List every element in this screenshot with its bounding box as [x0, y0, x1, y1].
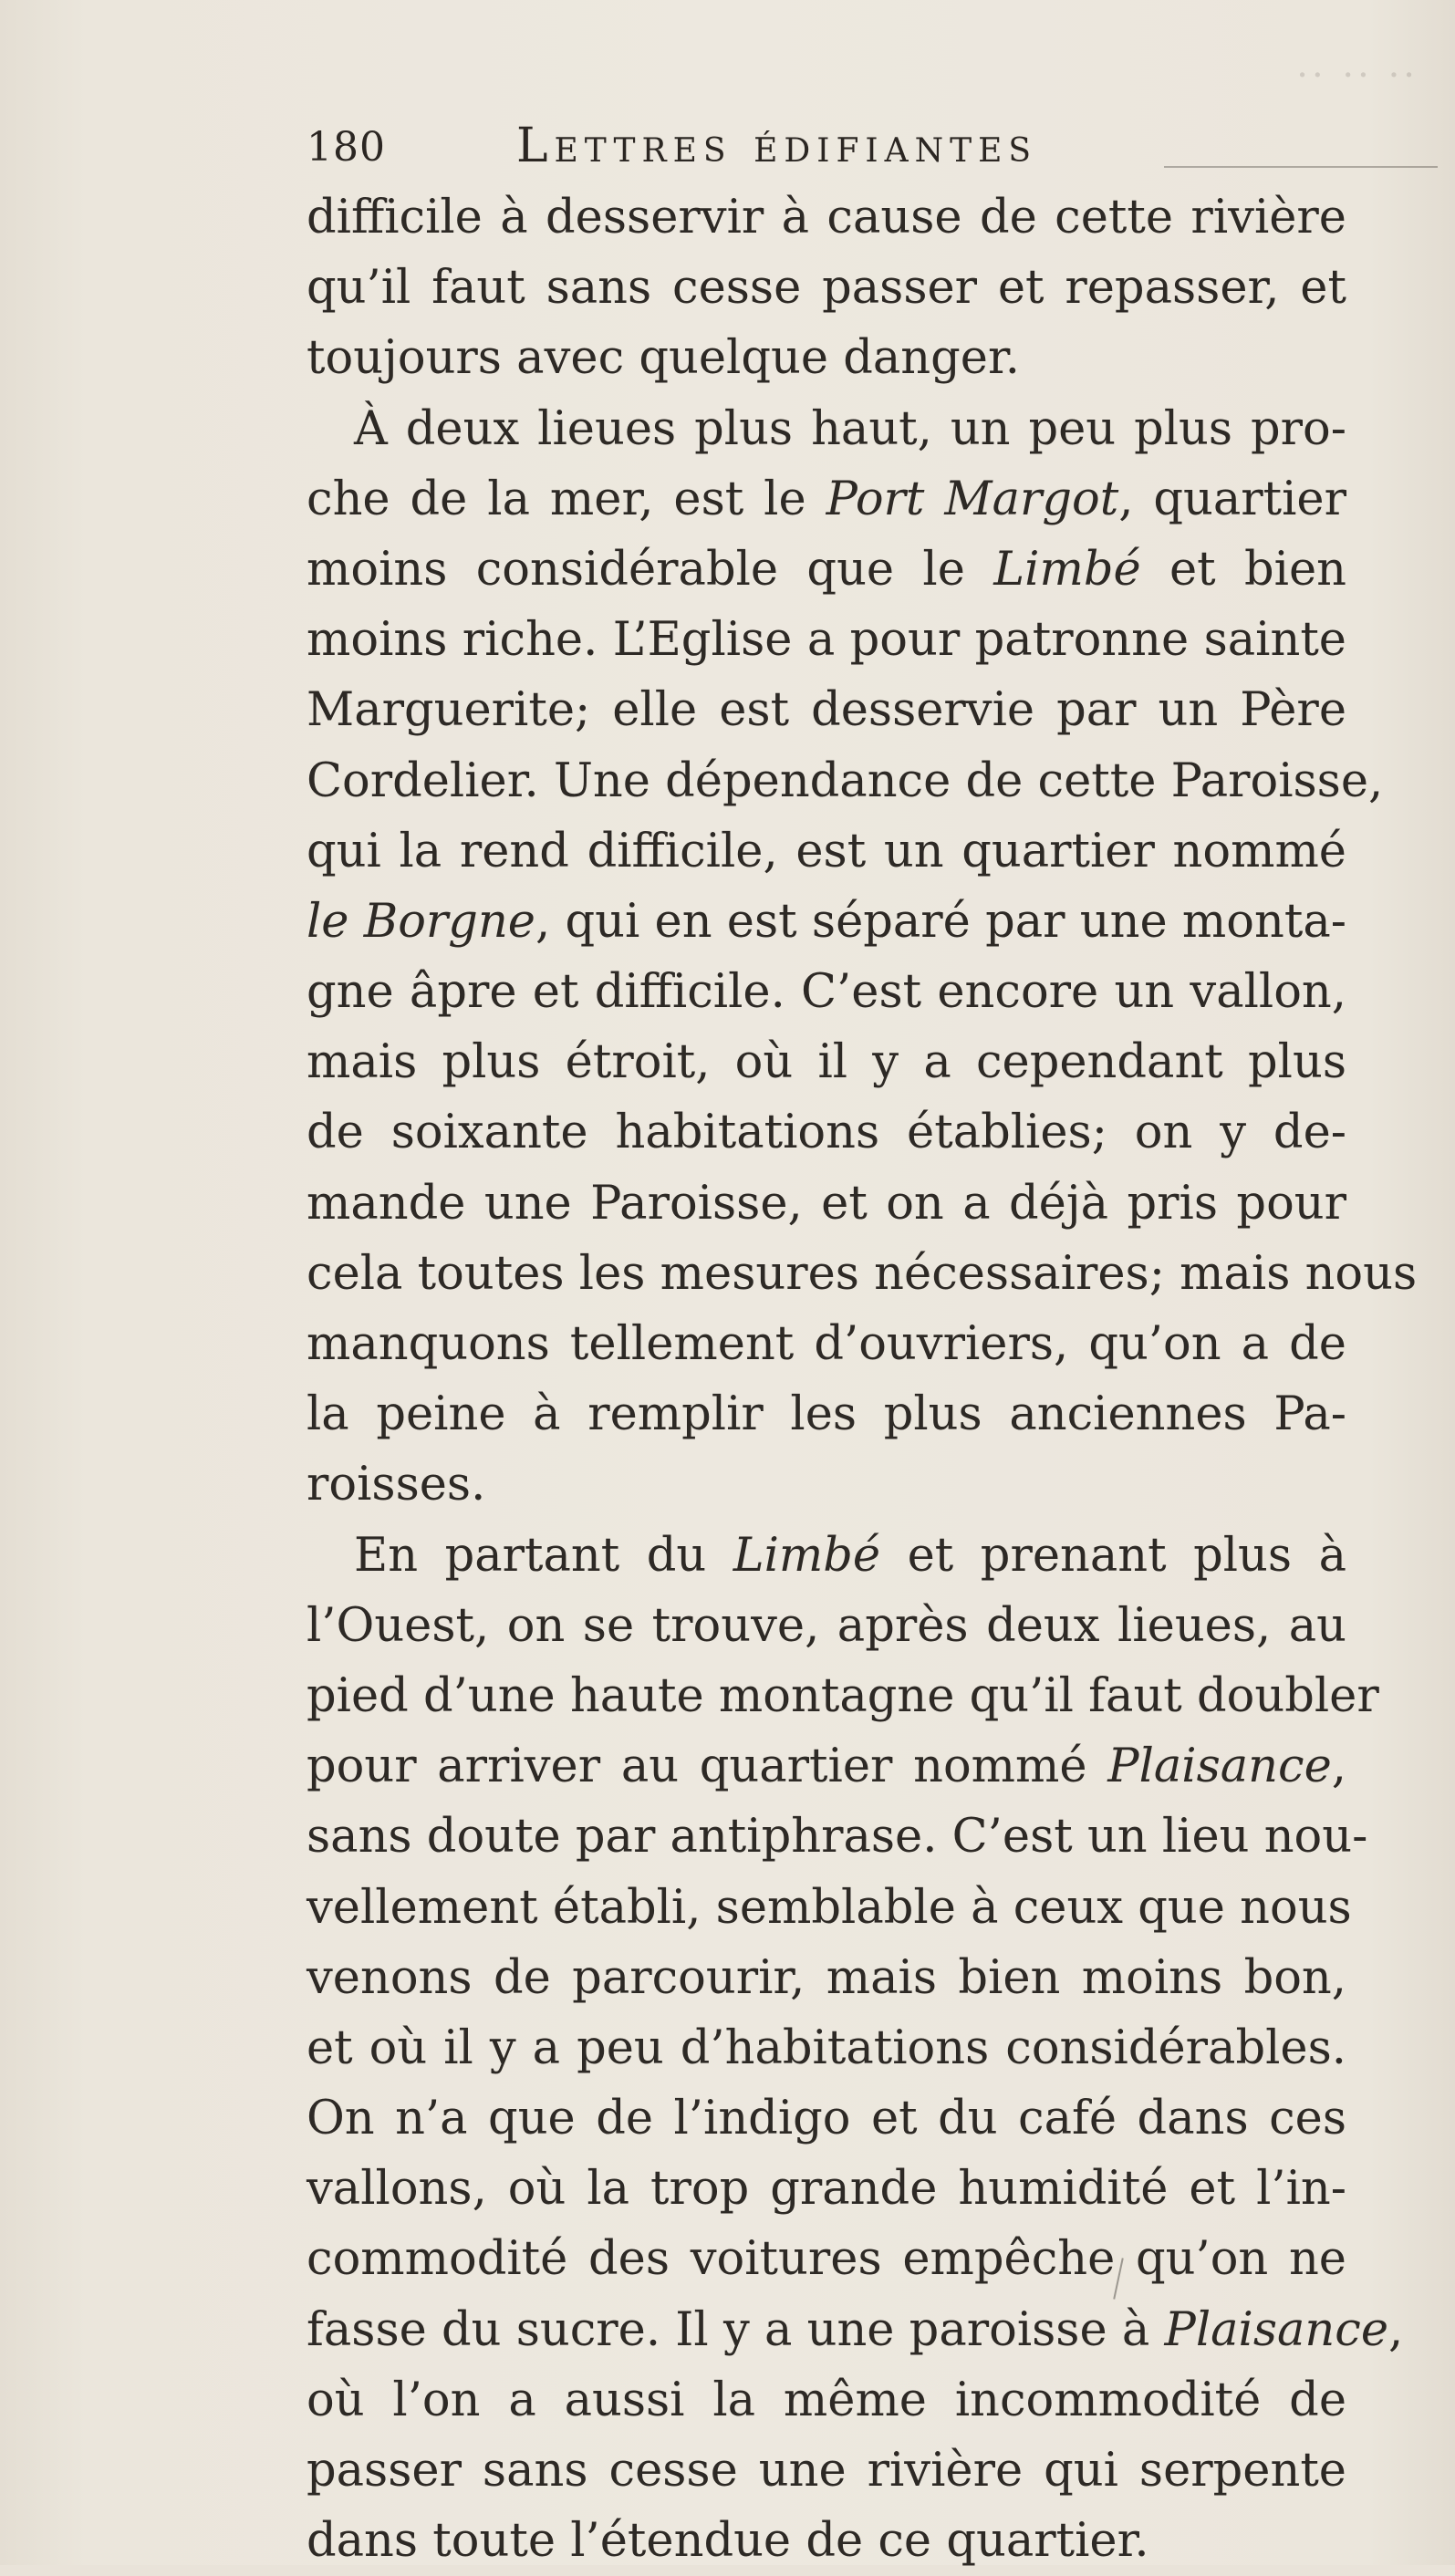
- text-run: manquons tellement d’ouvriers, qu’on a de: [307, 1317, 1346, 1371]
- text-run: gne âpre et difficile. C’est encore un vallon,: [307, 965, 1346, 1020]
- text-run: et bien: [1140, 542, 1346, 597]
- text-run: , qui en est séparé par une monta-: [535, 894, 1346, 949]
- text-run: la peine à remplir les plus anciennes Pa-: [307, 1387, 1346, 1442]
- text-line: [307, 887, 1346, 957]
- text-run: de soixante habitations établies; on y de-: [307, 1106, 1346, 1160]
- text-run: À deux lieues plus haut, un peu plus pro-: [354, 401, 1346, 456]
- text-line: [307, 1379, 1346, 1449]
- text-run: Cordelier. Une dépendance de cette Paroisse,: [307, 753, 1384, 808]
- text-run: commodité des voitures empêche qu’on ne: [307, 2232, 1346, 2287]
- text-run: mais plus étroit, où il y a cependant plus: [307, 1035, 1346, 1090]
- text-run: En partant du: [354, 1528, 733, 1583]
- text-line: [307, 1027, 1346, 1097]
- text-run: et prenant plus à: [880, 1528, 1346, 1583]
- text-run: , quartier: [1118, 472, 1346, 526]
- text-line: [307, 1731, 1346, 1802]
- text-run: roisses.: [307, 1458, 486, 1512]
- text-line: [307, 394, 1346, 464]
- text-line: [307, 816, 1346, 887]
- text-run: fasse du sucre. Il y a une paroisse à: [307, 2302, 1165, 2357]
- page-number: 180: [307, 124, 386, 171]
- running-title: Lettres édifiantes: [516, 119, 1038, 173]
- text-line: [307, 2154, 1346, 2224]
- bleed-through-text: ·· ·· ··: [1296, 55, 1419, 97]
- body-text: [307, 182, 1418, 2576]
- text-run: On n’a que de l’indigo et du café dans ces: [307, 2092, 1346, 2146]
- text-run: passer sans cesse une rivière qui serpente: [307, 2444, 1346, 2498]
- text-run: moins considérable que le: [307, 542, 994, 597]
- italic-term: Limbé: [733, 1528, 881, 1583]
- text-run: ,: [1388, 2302, 1404, 2357]
- text-line: [307, 535, 1346, 605]
- text-line: [307, 2436, 1346, 2506]
- text-run: pied d’une haute montagne qu’il faut doubler: [307, 1668, 1379, 1723]
- text-line: [307, 2365, 1346, 2436]
- text-line: [307, 1521, 1346, 1591]
- text-run: sans doute par antiphrase. C’est un lieu nou-: [307, 1810, 1368, 1864]
- text-run: venons de parcourir, mais bien moins bon,: [307, 1950, 1346, 2005]
- italic-term: le Borgne: [307, 894, 535, 949]
- text-run: et où il y a peu d’habitations considérables.: [307, 2020, 1346, 2075]
- text-line: [307, 675, 1346, 745]
- text-run: vallons, où la trop grande humidité et l’in-: [307, 2162, 1346, 2217]
- text-line: [307, 2224, 1346, 2294]
- text-line: [307, 1169, 1346, 1239]
- italic-term: Limbé: [993, 542, 1141, 597]
- italic-term: Port Margot: [826, 472, 1119, 526]
- text-run: che de la mer, est le: [307, 472, 826, 526]
- text-line: [307, 323, 1346, 393]
- text-run: Marguerite; elle est desservie par un Père: [307, 683, 1346, 738]
- text-line: [307, 2083, 1346, 2154]
- text-run: mande une Paroisse, et on a déjà pris pour: [307, 1176, 1346, 1231]
- text-run: moins riche. L’Eglise a pour patronne sainte: [307, 613, 1346, 668]
- text-run: cela toutes les mesures nécessaires; mais nous: [307, 1246, 1418, 1301]
- text-run: l’Ouest, on se trouve, après deux lieues, au: [307, 1598, 1346, 1653]
- text-run: vellement établi, semblable à ceux que nous: [307, 1880, 1352, 1935]
- text-line: [307, 1591, 1346, 1661]
- text-line: [307, 2013, 1346, 2083]
- text-run: pour arriver au quartier nommé: [307, 1740, 1108, 1794]
- text-line: [307, 1449, 1346, 1520]
- italic-term: Plaisance: [1107, 1740, 1332, 1794]
- italic-term: Plaisance: [1164, 2302, 1389, 2357]
- text-line: [307, 1309, 1346, 1379]
- text-run: ,: [1331, 1740, 1346, 1794]
- text-line: [307, 1097, 1346, 1168]
- text-run: difficile à desservir à cause de cette rivière: [307, 191, 1346, 244]
- text-run: où l’on a aussi la même incommodité de: [307, 2373, 1346, 2427]
- text-line: [307, 957, 1346, 1027]
- text-run: toujours avec quelque danger.: [307, 331, 1020, 386]
- text-line: [307, 253, 1346, 323]
- text-line: [307, 1943, 1346, 2013]
- text-line: [307, 1873, 1352, 1943]
- page-header: [307, 119, 1401, 192]
- text-line: [307, 605, 1346, 675]
- text-line: [307, 464, 1346, 535]
- text-line: [307, 2295, 1404, 2365]
- text-line: [307, 1661, 1379, 1731]
- text-line: [307, 2506, 1346, 2576]
- header-rule: [1164, 166, 1438, 168]
- text-run: qui la rend difficile, est un quartier nommé: [307, 824, 1346, 878]
- text-line: [307, 1239, 1418, 1309]
- text-line: [307, 1802, 1368, 1872]
- text-run: qu’il faut sans cesse passer et repasser, et: [307, 261, 1346, 316]
- text-line: [307, 182, 1346, 253]
- text-run: dans toute l’étendue de ce quartier.: [307, 2514, 1149, 2569]
- text-line: [307, 746, 1384, 816]
